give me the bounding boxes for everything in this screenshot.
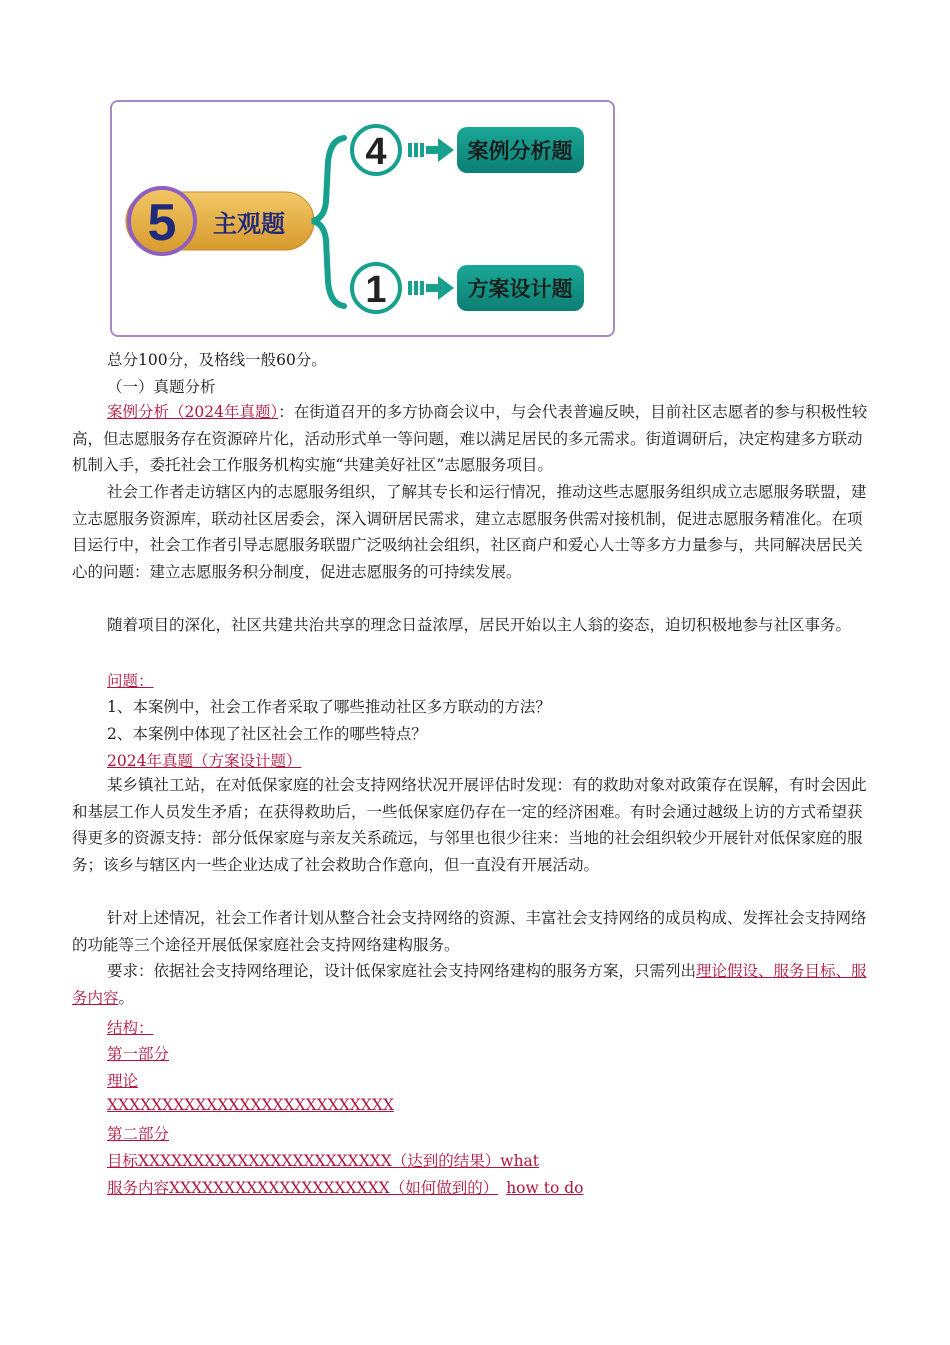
brace — [312, 138, 344, 306]
structure-theory-x: XXXXXXXXXXXXXXXXXXXXXXXXXX — [107, 1096, 394, 1114]
arrow-icon — [408, 276, 454, 300]
case1-paragraph-1 — [72, 399, 872, 479]
case1-paragraph-3: 随着项目的深化，社区共建共治共享的理念日益浓厚，居民开始以主人翁的姿态，迫切积极地参与社区事务。 — [107, 616, 852, 634]
structure-part2: 第二部分 — [107, 1125, 170, 1143]
branch-number: 4 — [365, 131, 387, 173]
main-label: 主观题 — [213, 210, 285, 238]
total-score-text: 总分100分，及格线一般60分。 — [107, 351, 327, 369]
case2-tag: 2024年真题（方案设计题） — [107, 752, 302, 770]
structure-theory: 理论 — [107, 1072, 139, 1090]
question-1: 1、本案例中，社会工作者采取了哪些推动社区多方联动的方法？ — [107, 698, 551, 716]
structure-content-en: how to do — [506, 1179, 584, 1197]
arrow-icon — [408, 138, 454, 162]
subjective-questions-diagram — [110, 100, 615, 337]
requirement-suffix: 。 — [118, 988, 135, 1007]
question-2: 2、本案例中体现了社区社会工作的哪些特点？ — [107, 725, 427, 743]
structure-content: 服务内容XXXXXXXXXXXXXXXXXXXX（如何做到的） — [107, 1179, 499, 1197]
case2-paragraph-2: 针对上述情况，社会工作者计划从整合社会支持网络的资源、丰富社会支持网络的成员构成、发挥社会支持网络的功能等三个途径开展低保家庭社会支持网络建构服务。 — [72, 909, 867, 954]
case1-para1-text: ：在街道召开的多方协商会议中，与会代表普遍反映，目前社区志愿者的参与积极性较高，但志愿服务存在资源碎片化，活动形式单一等问题，难以满足居民的多元需求。街道调研后，决定构建多方联动机制入手，委托社会工作服务机构实施“共建美好社区”志愿服务项目。 — [72, 403, 868, 475]
structure-goal: 目标XXXXXXXXXXXXXXXXXXXXXXX（达到的结果）what — [107, 1152, 540, 1170]
structure-label: 结构： — [107, 1019, 154, 1037]
branch-label: 案例分析题 — [467, 139, 573, 163]
case1-tag: 案例分析（2024年真题） — [107, 403, 279, 421]
branch-label: 方案设计题 — [467, 277, 573, 301]
questions-label: 问题： — [107, 672, 154, 690]
structure-content-line — [107, 1176, 907, 1198]
case2-paragraph-1: 某乡镇社工站，在对低保家庭的社会支持网络状况开展评估时发现：有的救助对象对政策存在误解，有时会因此和基层工作人员发生矛盾；在获得救助后，一些低保家庭仍存在一定的经济困难。有时会通过越级上访的方式希望获得更多的资源支持：部分低保家庭与亲友关系疏远，与邻里也很少往来：当地的社会组织较少开展针对低保家庭的服务；该乡与辖区内一些企业达成了社会救助合作意向，但一直没有开展活动。 — [72, 776, 867, 874]
structure-part1: 第一部分 — [107, 1045, 170, 1063]
diagram-svg — [112, 102, 617, 339]
requirement-highlight: 理论假设、服务目标、服务内容 — [72, 962, 867, 1007]
branch-number: 1 — [365, 269, 387, 311]
case2-requirement — [72, 958, 872, 1011]
main-number: 5 — [147, 194, 177, 252]
section-heading: （一）真题分析 — [107, 378, 216, 396]
case1-paragraph-2: 社会工作者走访辖区内的志愿服务组织，了解其专长和运行情况，推动这些志愿服务组织成立志愿服务联盟，建立志愿服务资源库，联动社区居委会，深入调研居民需求，建立志愿服务供需对接机制，促进志愿服务精准化。在项目运行中，社会工作者引导志愿服务联盟广泛吸纳社会组织，社区商户和爱心人士等多方力量参与，共同解决居民关心的问题：建立志愿服务积分制度，促进志愿服务的可持续发展。 — [72, 483, 867, 581]
requirement-text: 要求：依据社会支持网络理论，设计低保家庭社会支持网络建构的服务方案，只需列出 — [107, 962, 697, 980]
